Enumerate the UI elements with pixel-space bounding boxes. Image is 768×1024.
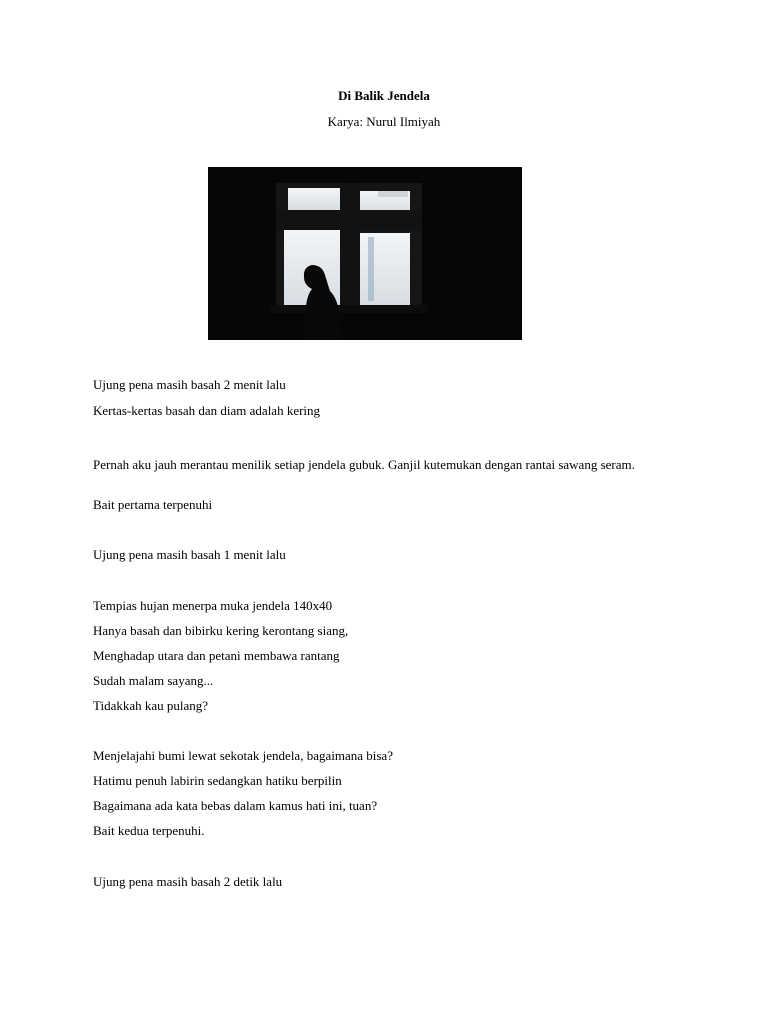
poem-author: Karya: Nurul Ilmiyah	[327, 114, 441, 129]
poem-line: Ujung pena masih basah 2 menit lalu	[93, 377, 286, 392]
poem-line: Menjelajahi bumi lewat sekotak jendela, bagaimana bisa?	[93, 748, 393, 763]
poem-line: Kertas-kertas basah dan diam adalah kering	[93, 403, 321, 418]
window-pane-bottom-right	[360, 233, 410, 305]
poem-line: Ujung pena masih basah 2 detik lalu	[93, 874, 283, 889]
poem-line: Tidakkah kau pulang?	[93, 698, 209, 713]
poem-line: Ujung pena masih basah 1 menit lalu	[93, 547, 286, 562]
poem-line: Bait kedua terpenuhi.	[93, 823, 205, 838]
poem-line: Tempias hujan menerpa muka jendela 140x40	[93, 598, 333, 613]
poem-line: Hatimu penuh labirin sedangkan hatiku berpilin	[93, 773, 342, 788]
poem-line: Bagaimana ada kata bebas dalam kamus hati ini, tuan?	[93, 798, 378, 813]
window-pane-top-left	[288, 188, 340, 210]
poem-line: Hanya basah dan bibirku kering kerontang siang,	[93, 623, 349, 638]
poem-line: Pernah aku jauh merantau menilik setiap jendela gubuk. Ganjil kutemukan dengan rantai sawang seram.	[93, 457, 635, 472]
poem-line: Bait pertama terpenuhi	[93, 497, 213, 512]
poem-line: Sudah malam sayang...	[93, 673, 214, 688]
poem-line: Menghadap utara dan petani membawa rantang	[93, 648, 340, 663]
poem-title: Di Balik Jendela	[338, 88, 430, 103]
window-silhouette-photo	[208, 167, 522, 340]
